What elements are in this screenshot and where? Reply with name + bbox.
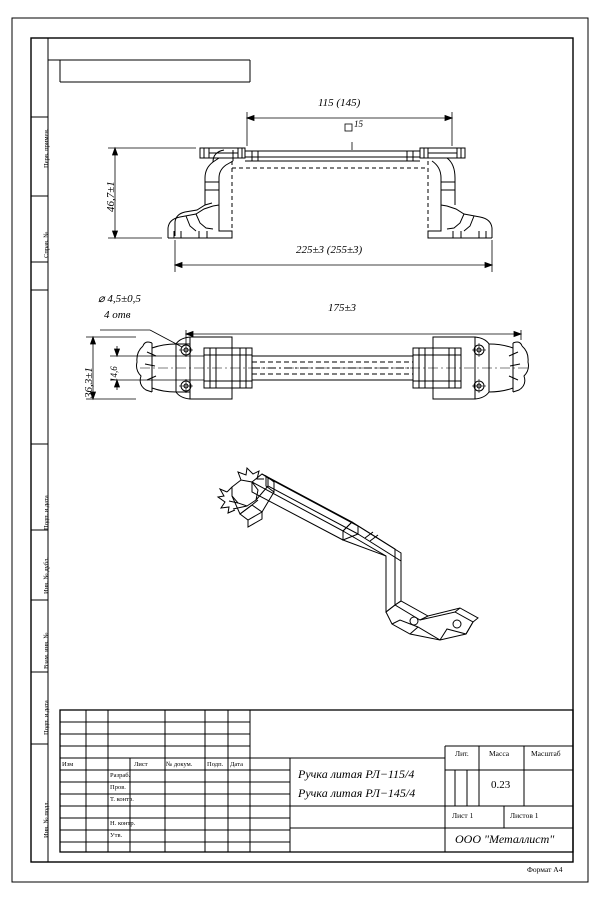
dim-plan-width: 36,3±1	[83, 367, 95, 398]
part-title-line-2: Ручка литая РЛ−145/4	[298, 786, 416, 800]
dim-overall-length: 225±3 (255±3)	[296, 244, 363, 256]
stamp-header-masshtab: Масштаб	[531, 749, 561, 758]
part-title-line-1: Ручка литая РЛ−115/4	[298, 767, 415, 781]
stamp-role-nkontr: Н. контр.	[110, 820, 136, 827]
dim-hole-diameter: ⌀ 4,5±0,5	[98, 293, 141, 305]
margin-label-vzam-inv: Взам. инв. №	[43, 632, 50, 669]
margin-label-perv-primen: Перв. примен.	[43, 128, 50, 168]
diameter-symbol-icon: ⌀	[98, 293, 108, 305]
stamp-role-prov: Пров.	[110, 784, 126, 791]
stamp-header-list: Лист	[134, 761, 148, 768]
stamp-header-izm: Изм	[62, 761, 74, 768]
stamp-role-razrab: Разраб.	[110, 772, 131, 779]
stamp-header-data: Дата	[230, 761, 243, 768]
sheet-format-label: Формат А4	[527, 865, 563, 874]
company-name: ООО "Металлист"	[455, 832, 555, 846]
stamp-header-lit: Лит.	[455, 749, 469, 758]
dim-plan-length: 175±3	[328, 302, 357, 314]
margin-label-inv-dubl: Инв. № дубл.	[43, 557, 50, 594]
margin-label-podp-data-2: Подп. и дата	[43, 700, 50, 735]
margin-label-inv-podl: Инв. № подл.	[43, 800, 50, 838]
stamp-header-podp: Подп.	[207, 761, 224, 768]
margin-label-sprav: Справ. №	[43, 231, 50, 258]
stamp-mass-value: 0.23	[491, 779, 511, 791]
stamp-role-utv: Утв.	[110, 832, 123, 839]
stamp-sheets-total: Листов 1	[510, 811, 539, 820]
dim-front-height: 46,7±1	[105, 181, 117, 212]
stamp-header-dokum: № докум.	[166, 761, 193, 768]
dim-hole-count: 4 отв	[104, 309, 131, 321]
dim-plan-inner: 14,6	[109, 366, 119, 382]
dim-front-length: 115 (145)	[318, 97, 361, 109]
dim-front-square: 15	[354, 119, 363, 129]
stamp-sheet-number: Лист 1	[452, 811, 474, 820]
stamp-role-tkontr: Т. контр.	[110, 796, 134, 803]
margin-label-podp-data-1: Подп. и дата	[43, 495, 50, 530]
stamp-header-massa: Масса	[489, 749, 510, 758]
